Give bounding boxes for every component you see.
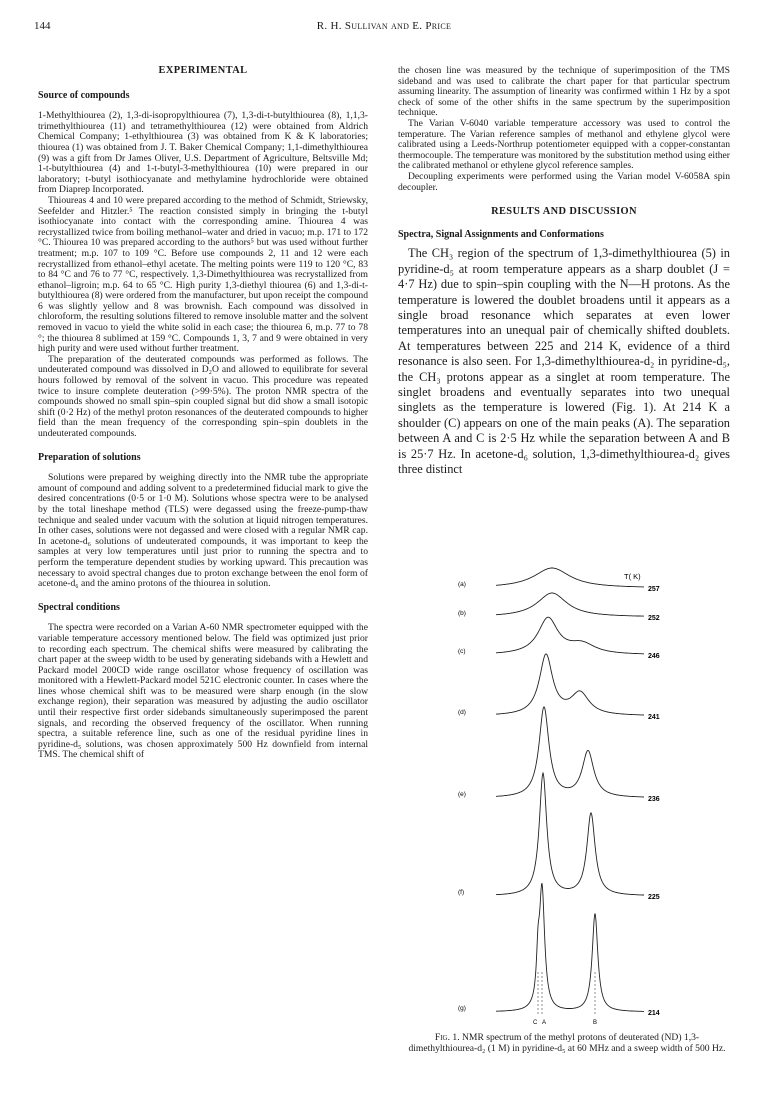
source-paragraph-3: The preparation of the deuterated compounds was performed as follows. The undeuterated compound was dissolved in D₂O and allowed to equilibrate for several hours followed by removal of the solvent in vacuo. This procedure was repeated twice to insure complete deuteration (>99·5%). The proton NMR spectra of the compounds showed no small spin–spin coupled signal but did show a small isotopic shift (0·2 Hz) of the methyl proton resonances of the deuterated compounds to higher field than the mean frequency of the corresponding spin–spin doublets in the undeuterated compounds. <box>38 353 368 439</box>
trace-temperature: 246 <box>648 653 660 660</box>
peak-label-c: C <box>533 1020 538 1026</box>
trace-label: (g) <box>458 1005 466 1012</box>
trace-label: (f) <box>458 889 465 896</box>
source-paragraph-1: 1-Methylthiourea (2), 1,3-di-isopropylthiourea (7), 1,3-di-t-butylthiourea (8), 1,1,3-trimethylthiourea (11) and tetramethylthiourea (12) were obtained from Aldrich Chemical Company; 1-ethylthiourea (3) was obtained from K & K laboratories; thiourea (1) was obtained from J. T. Baker Chemical Company; 1,1-dimethylthiourea (9) was a gift from Dr James Oliver, U.S. Department of Agriculture, Beltsville Md; 1-t-butylthiourea (4) and 1-t-butyl-3-methylthiourea (10) were prepared in our laboratory; t-butyl isothiocyanate and methylamine hydrochloride were obtained from Diaprep Incorporated. <box>38 110 368 196</box>
nmr-spectra-figure <box>452 566 682 1028</box>
spectrum-trace-e <box>496 707 644 797</box>
continued-paragraph-1: the chosen line was measured by the technique of superimposition of the TMS sideband and was used to calibrate the chart paper for that particular spectrum assuming linearity. The assumption of linearity was confirmed within 1 Hz by a spot check of some of the other shifts in the same spectrum by the superimposition technique. <box>398 65 730 119</box>
continued-paragraph-2: The Varian V-6040 variable temperature accessory was used to control the temperature. The Varian reference samples of methanol and ethylene glycol were calibrated using a Leeds-Northrup potentiometer equipped with a copper-constantan thermocouple. The temperature was monitored by the substitution method using either the calibrated methanol or ethylene glycol reference samples. <box>398 117 730 172</box>
right-column <box>398 66 730 477</box>
trace-label: (d) <box>458 709 466 716</box>
figure-caption <box>408 1032 726 1054</box>
nmr-spectra-plot <box>452 566 682 1028</box>
source-heading: Source of compounds <box>38 89 130 101</box>
left-column <box>38 66 368 761</box>
trace-label: (c) <box>458 648 466 655</box>
peak-label-a: A <box>542 1020 547 1026</box>
figure-caption-text: NMR spectrum of the methyl protons of deuterated (ND) 1,3-dimethylthiourea-d₂ (1 M) in pyridine-d₅ at 60 MHz and a sweep width of 500 Hz. <box>408 1032 726 1054</box>
running-head-authors: R. H. Sullivan and E. Price <box>316 20 452 32</box>
spectrum-trace-b <box>496 593 644 616</box>
spectral-paragraph: The spectra were recorded on a Varian A-60 NMR spectrometer equipped with the variable temperature accessory mentioned below. The field was optimized just prior to recording each spectrum. The chemical shifts were measured by calibrating the chart paper at the sweep width to be used by generating sidebands with a Hewlett and Packard model 200CD wide range oscillator whose frequency of oscillation was monitored with a Hewlett-Packard model 521C electronic counter. In cases where the lines whose chemical shift was to be measured were sharp enough (in the slow exchange region), their separation was measured by adjusting the audio oscillator until their respective first order sidebands simultaneously superimposed the parent signals, and recording the observed frequency of the oscillator. When running spectra, a suitable reference line, such as one of the residual pyridine lines in pyridine-d₅ solutions, was chosen approximately 500 Hz downfield from internal TMS. The chemical shift of <box>38 622 368 761</box>
spectrum-trace-g <box>496 883 644 1011</box>
spectrum-trace-a <box>496 568 644 587</box>
spectrum-trace-f <box>496 773 644 895</box>
temperature-axis-label: T( K) <box>624 572 641 581</box>
trace-temperature: 241 <box>648 714 660 721</box>
trace-label: (b) <box>458 610 466 617</box>
trace-temperature: 214 <box>648 1010 660 1017</box>
spectrum-trace-d <box>496 654 644 715</box>
trace-label: (e) <box>458 791 466 798</box>
spectral-heading: Spectral conditions <box>38 601 120 613</box>
continued-paragraph-3: Decoupling experiments were performed using the Varian model V-6058A spin decoupler. <box>398 170 730 193</box>
figure-label: Fig. 1. <box>434 1032 460 1043</box>
page-number: 144 <box>34 20 51 32</box>
solutions-heading: Preparation of solutions <box>38 451 141 463</box>
trace-temperature: 257 <box>648 586 660 593</box>
trace-temperature: 225 <box>648 894 660 901</box>
results-heading: RESULTS AND DISCUSSION <box>491 206 637 218</box>
running-header <box>34 20 734 34</box>
experimental-heading: EXPERIMENTAL <box>158 65 248 76</box>
results-paragraph: The CH₃ region of the spectrum of 1,3-dimethylthiourea (5) in pyridine-d₅ at room temperature appears as a sharp doublet (J = 4·7 Hz) due to spin–spin coupling with the N—H protons. As the temperature is lowered the doublet broadens until it appears as a single broad resonance which separates at even lower temperatures into an unequal pair of chemically shifted doublets. At temperatures between 225 and 214 K, evidence of a third resonance is also seen. For 1,3-dimethylthiourea-d₂ in pyridine-d₅, the CH₃ protons appear as a singlet at room temperature. The singlet broadens and eventually separates into two unequal singlets as the temperature is lowered (Fig. 1). At 214 K a shoulder (C) appears on one of the main peaks (A). The separation between A and C is 2·5 Hz while the separation between A and B is 25·7 Hz. In acetone-d₆ solution, 1,3-dimethylthiourea-d₂ gives three distinct <box>398 246 730 476</box>
trace-label: (a) <box>458 581 466 588</box>
spectra-heading: Spectra, Signal Assignments and Conformations <box>398 228 604 240</box>
source-paragraph-2: Thioureas 4 and 10 were prepared according to the method of Schmidt, Striewsky, Seefelder and Hitzler.⁵ The reaction consisted simply in bringing the t-butyl isothiocyanate into contact with the corresponding amine. Thiourea 4 was recrystallized twice from boiling methanol–water and dried in vacuo; m.p. 171 to 172 °C. Thiourea 10 was prepared according to the authors⁵ but was used without further treatment; m.p. 107 to 109 °C. Before use compounds 2, 11 and 12 were each recrystallized from ethanol–ethyl acetate. The melting points were 119 to 120 °C, 83 to 84 °C and 76 to 77 °C, respectively. 1,3-Dimethylthiourea was recrystallized from ethanol–ligroin; m.p. 64 to 65 °C. High purity 1,3-diethyl thiourea (6) and 1,3-di-t-butylthiourea (8) were ordered from the manufacturer, but upon receipt the compound 6 was slightly yellow and 8 was brownish. Each compound was dissolved in chloroform, the resulting solutions filtered to remove insoluble matter and the solvent removed in vacuo to yield the white solid in each case; the thiourea 6, m.p. 77 to 78 °; the thiourea 8 sublimed at 159 °C. Compounds 1, 3, 7 and 9 were obtained in very high purity and were used without further treatment. <box>38 194 368 355</box>
spectrum-trace-c <box>496 617 644 654</box>
trace-temperature: 252 <box>648 615 660 622</box>
peak-label-b: B <box>593 1020 598 1026</box>
trace-temperature: 236 <box>648 796 660 803</box>
solutions-paragraph: Solutions were prepared by weighing directly into the NMR tube the appropriate amount of compound and adding solvent to a predetermined fiducial mark to give the desired concentrations (0·5 or 1·0 M). Solutions whose spectra were to be analysed by the total lineshape method (TLS) were degassed using the freeze-pump-thaw technique and sealed under vacuum with the solution at liquid nitrogen temperatures. In other cases, solutions were not degassed and were closed with a regular NMR cap. In acetone-d₆ solutions of undeuterated compounds, it was important to keep the samples at very low temperatures until just prior to running the spectra and to perform the temperature dependent studies by working upward. This precaution was necessary to avoid spectral changes due to proton exchange between the enol form of acetone-d₆ and the amino protons of the thiourea in solution. <box>38 472 368 590</box>
